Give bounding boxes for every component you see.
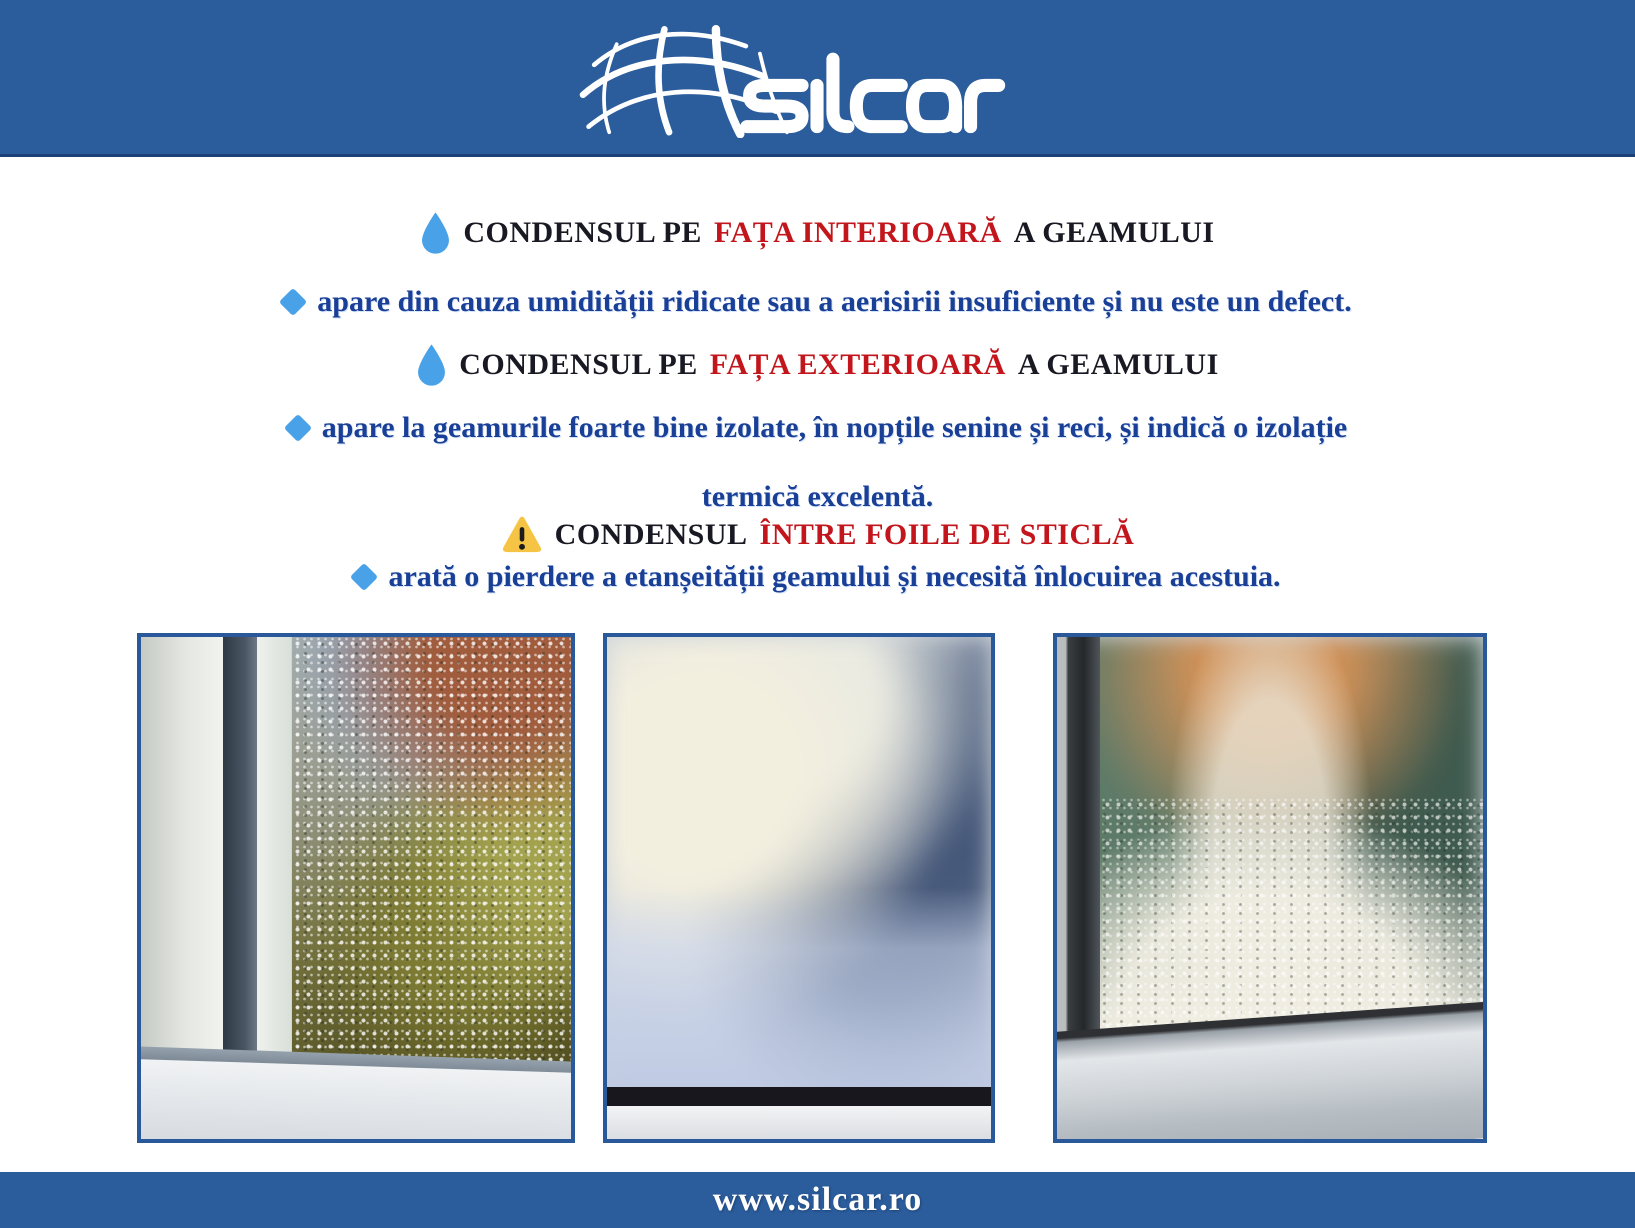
silcar-logo [568,16,1008,138]
heading-prefix: CONDENSUL PE [459,348,698,381]
heading-condens-intre-foi [0,512,1635,558]
photo3-droplets [1091,798,1483,1039]
diamond-bullet-icon [284,414,312,442]
bullet-text: apare la geamurile foarte bine izolate, în nopțile senine și reci, și indică o izolație [321,411,1348,444]
heading-condens-interior [0,210,1635,256]
heading-prefix: CONDENSUL [554,518,748,551]
droplet-icon [416,344,447,386]
heading-suffix: A GEAMULUI [1013,216,1215,249]
heading-condens-exterior [0,342,1635,388]
footer-url[interactable]: www.silcar.ro [712,1181,923,1218]
photo2-droplets [607,888,991,1089]
photo-exterior-condensation [603,633,995,1143]
heading-highlight: FAȚA INTERIOARĂ [713,216,1002,249]
bullet-text: apare din cauza umidității ridicate sau a aerisirii insuficiente și nu este un defect. [317,285,1352,318]
heading-suffix: A GEAMULUI [1017,348,1219,381]
bullet-interior-explanation [0,279,1635,325]
heading-prefix: CONDENSUL PE [463,216,702,249]
photo-interior-condensation [137,633,575,1143]
photo2-sill [607,1106,991,1139]
warning-icon [501,515,543,555]
droplet-icon [420,212,451,254]
logo-wordmark [746,59,998,126]
footer-bar [0,1172,1635,1228]
bullet-text: arată o pierdere a etanșeității geamului și necesită înlocuirea acestuia. [388,560,1281,593]
heading-highlight: FAȚA EXTERIOARĂ [709,348,1006,381]
photo1-frame-dark [223,637,257,1069]
heading-highlight: ÎNTRE FOILE DE STICLĂ [759,518,1135,551]
photo3-frame-left [1057,637,1100,1039]
diamond-bullet-icon [350,563,378,591]
photo-condensation-between-panes [1053,633,1487,1143]
bullet-exterior-explanation [0,405,1635,451]
diamond-bullet-icon [279,288,307,316]
photo1-sill [137,1059,575,1143]
bullet-intre-foi-explanation [0,554,1635,600]
header-bar [0,0,1635,157]
photo2-gasket [607,1087,991,1106]
continuation-text: termică excelentă. [701,480,934,513]
